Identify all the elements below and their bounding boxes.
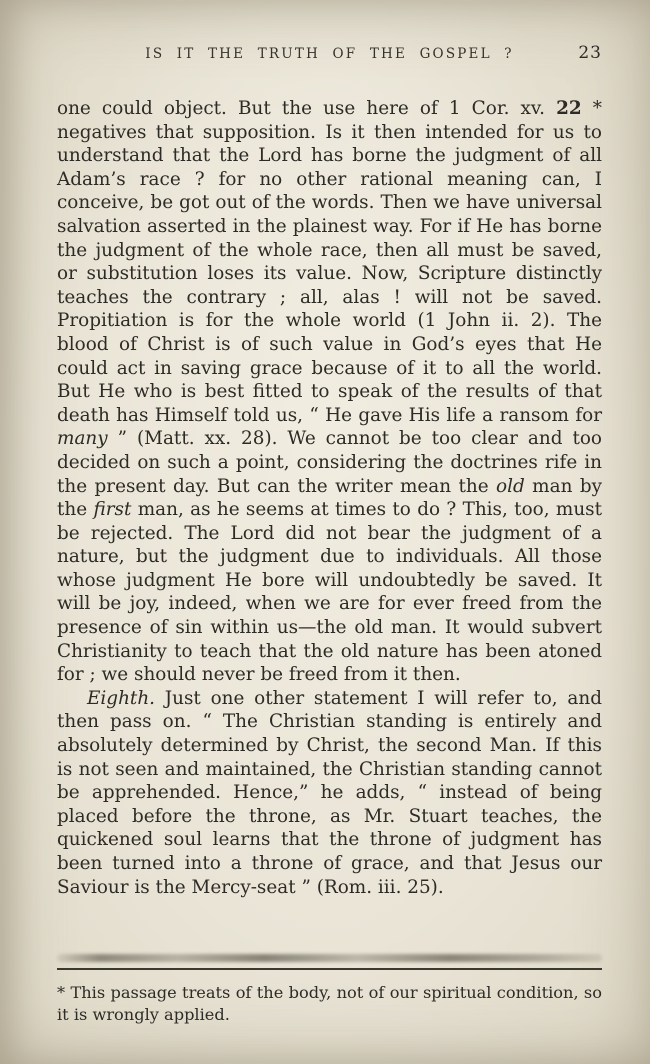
footnote-separator bbox=[57, 954, 602, 970]
footnote-paragraph bbox=[57, 982, 602, 1026]
italic-text-run: many bbox=[57, 428, 108, 450]
body-paragraphs bbox=[57, 97, 602, 899]
paragraph bbox=[57, 687, 602, 899]
text-run: Just one other statement I will refer to, and then pass on. “ The Christian standing is entirely and absolutely determined by Christ, the second Man. If this is not seen and maintained, the Christian standing cannot be apprehended. Hence,” he adds, “ instead of being placed before the throne, as Mr. Stuart teaches, the quickened soul learns that the throne of judgment has been turned into a throne of grace, and that Jesus our Saviour is the Mercy-seat ” (Rom. iii. 25). bbox=[57, 687, 602, 898]
text-run: man, as he seems at times to do ? This, too, must be rejected. The Lord did not bear the judgment of a nature, but the judgment due to individuals. All those whose judgment He bore will undoubtedly be saved. It will be joy, indeed, when we are for ever freed from the presence of sin within us—the old man. It would subvert Christianity to teach that the old nature has been atoned for ; we should never be freed from it then. bbox=[57, 499, 603, 686]
italic-text-run: first bbox=[93, 499, 132, 521]
text-run: one could object. But the use here of 1 Cor. xv. bbox=[57, 98, 557, 119]
text-run: ” (Matt. xx. 28). We cannot be too clear and too decided on such a point, considering the doctrines rife in the present day. But can the writer mean the bbox=[57, 428, 602, 497]
footnote-rule bbox=[57, 968, 602, 970]
text-run: * negatives that supposition. Is it then intended for us to understand that the Lord has borne the judgment of all Adam’s race ? for no other rational meaning can, I conceive, be got out of the words. Then we have universal salvation asserted in the plainest way. For if He has borne the judgment of the whole race, then all must be saved, or substitution loses its value. Now, Scripture distinctly teaches the contrary ; all, alas ! will not be saved. Propitiation is for the whole world (1 John ii. 2). The blood of Christ is of such value in God’s eyes that He could act in saving grace because of it to all the world. But He who is best fitted to speak of the results of that death has Himself told us, “ He gave His life a ransom for bbox=[57, 98, 602, 426]
text-run: * This passage treats of the body, not of our spiritual condition, so it is wrongly applied. bbox=[57, 983, 602, 1024]
text-run: man by the bbox=[57, 475, 602, 521]
italic-text-run: old bbox=[496, 475, 525, 497]
footnote bbox=[57, 982, 602, 1026]
bold-text-run: 22 bbox=[556, 98, 582, 119]
italic-text-run: Eighth. bbox=[87, 687, 156, 709]
page-number: 23 bbox=[578, 43, 602, 63]
paragraph bbox=[57, 97, 602, 687]
running-head-title: IS IT THE TRUTH OF THE GOSPEL ? bbox=[145, 46, 514, 62]
running-head bbox=[57, 43, 602, 68]
ink-smudge bbox=[57, 954, 602, 962]
